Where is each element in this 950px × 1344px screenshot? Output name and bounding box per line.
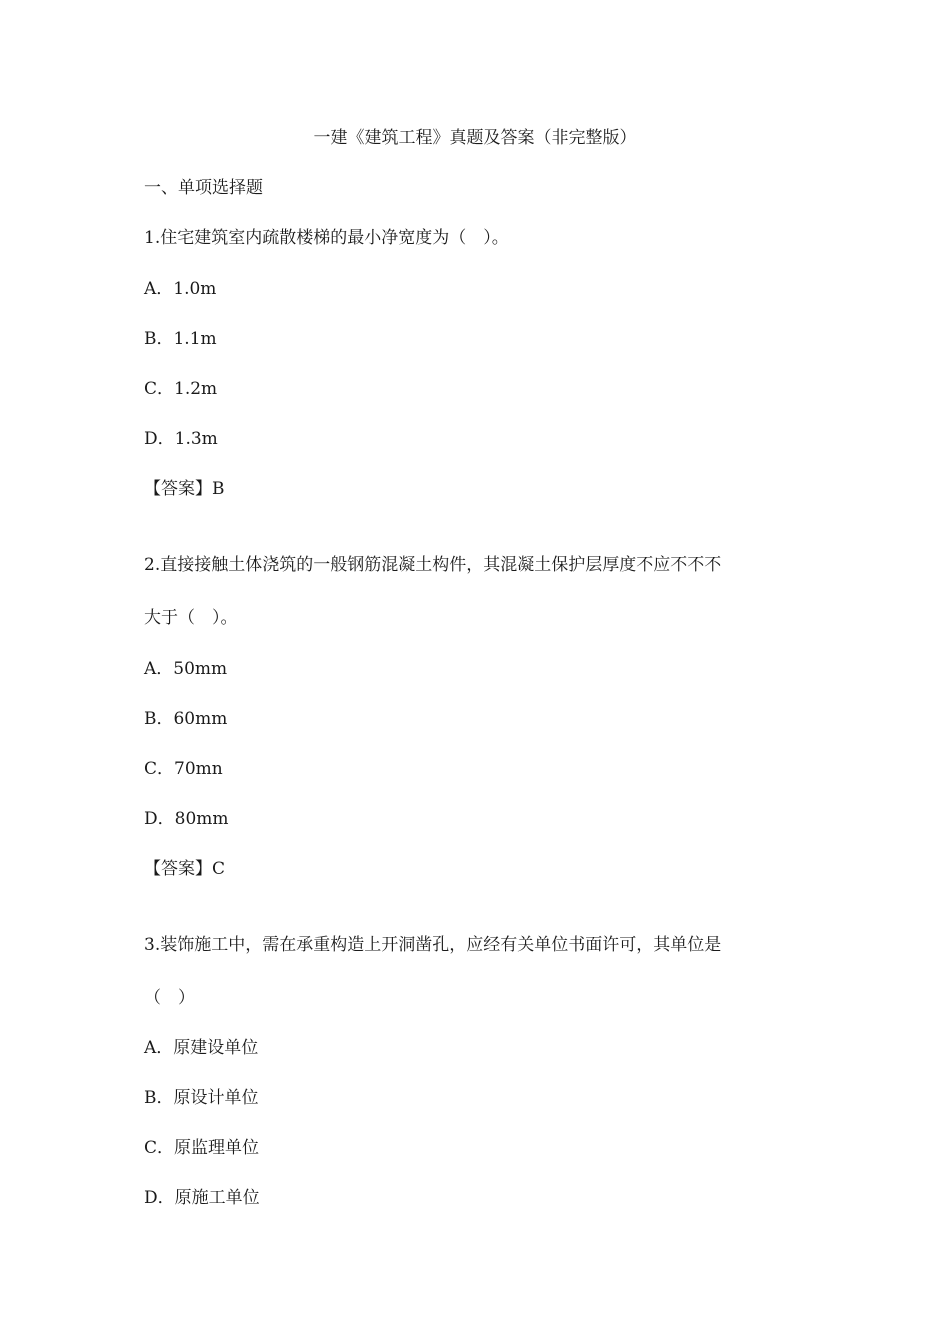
- question-3-option-d: D．原施工单位: [144, 1188, 260, 1208]
- question-1-option-c: C．1.2m: [144, 379, 218, 399]
- question-2-answer: 【答案】C: [144, 859, 226, 879]
- question-1-option-d: D．1.3m: [144, 429, 218, 449]
- question-1-answer: 【答案】B: [144, 479, 225, 499]
- question-2-option-b: B．60mm: [144, 709, 228, 729]
- question-3-option-c: C．原监理单位: [144, 1138, 260, 1158]
- question-3-stem-line-1: 3.装饰施工中，需在承重构造上开洞凿孔，应经有关单位书面许可，其单位是: [144, 935, 722, 955]
- question-3-option-a: A．原建设单位: [144, 1038, 259, 1058]
- question-2-option-c: C．70mn: [144, 759, 223, 779]
- question-2-stem-line-2: 大于（ ）。: [144, 608, 238, 628]
- question-2-option-d: D．80mm: [144, 809, 229, 829]
- question-3-option-b: B．原设计单位: [144, 1088, 259, 1108]
- question-3-stem-line-2: （ ）: [144, 988, 195, 1008]
- question-2-stem-line-1: 2.直接接触土体浇筑的一般钢筋混凝土构件，其混凝土保护层厚度不应不不不: [144, 555, 722, 575]
- section-heading: 一、单项选择题: [144, 178, 263, 198]
- question-2-option-a: A．50mm: [144, 659, 228, 679]
- page-title: 一建《建筑工程》真题及答案（非完整版）: [313, 128, 637, 148]
- question-1-option-b: B．1.1m: [144, 329, 217, 349]
- question-1-stem: 1.住宅建筑室内疏散楼梯的最小净宽度为（ ）。: [144, 228, 509, 248]
- question-1-option-a: A．1.0m: [144, 279, 217, 299]
